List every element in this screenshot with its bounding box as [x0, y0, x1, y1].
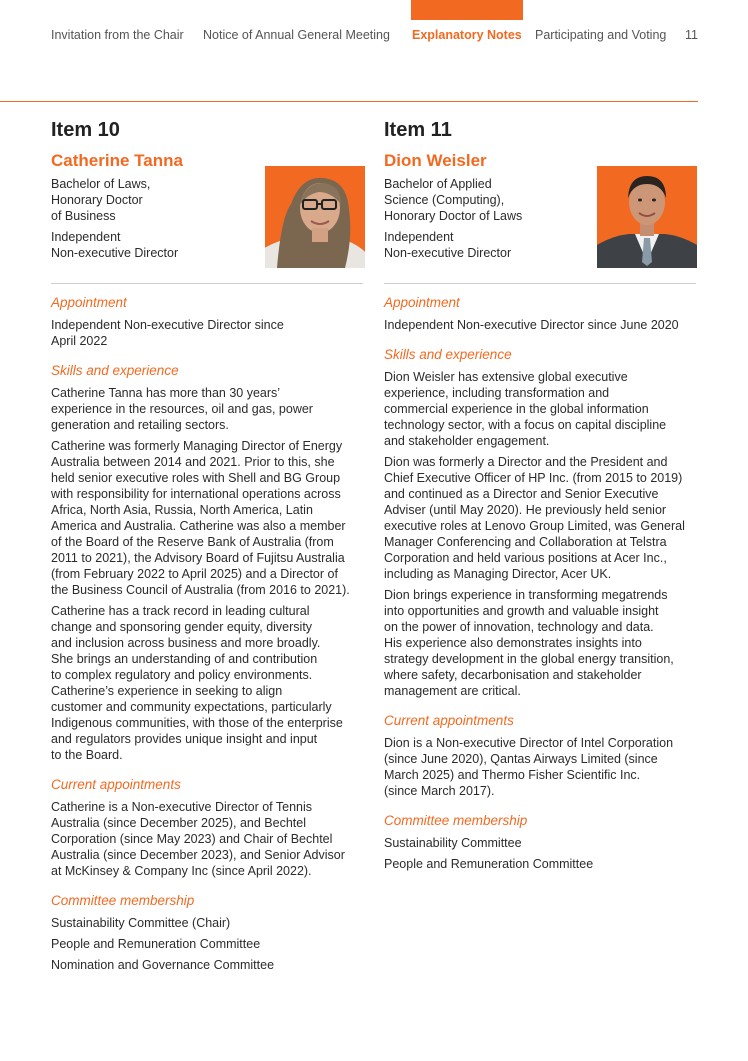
committee-item: Nomination and Governance Committee: [51, 958, 275, 972]
nav-invitation-from-chair[interactable]: Invitation from the Chair: [51, 28, 184, 42]
committee-item: Sustainability Committee: [384, 836, 522, 850]
current-appointments-section: [384, 712, 696, 799]
item-11-column: [384, 118, 696, 871]
portrait-illustration: [265, 166, 365, 268]
skills-paragraph: Catherine Tanna has more than 30 years’ experience in the resources, oil and gas, power generation and retailing sectors.: [51, 386, 313, 432]
active-tab-accent: [411, 0, 523, 20]
section-title: Appointment: [384, 295, 460, 310]
portrait-illustration: [597, 166, 697, 268]
page-number: 11: [685, 28, 698, 42]
director-role: Independent Non-executive Director: [51, 230, 179, 260]
appointment-section: [51, 294, 363, 349]
section-title: Skills and experience: [384, 347, 512, 362]
skills-section: [384, 346, 696, 699]
portrait-catherine-tanna: [265, 166, 365, 268]
nav-participating-and-voting[interactable]: Participating and Voting: [535, 28, 667, 42]
committee-section: [51, 892, 363, 973]
nav-notice-of-agm[interactable]: Notice of Annual General Meeting: [203, 28, 390, 42]
director-role: Independent Non-executive Director: [384, 230, 512, 260]
committee-item: Sustainability Committee (Chair): [51, 916, 231, 930]
committee-item: People and Remuneration Committee: [51, 937, 261, 951]
section-title: Current appointments: [51, 777, 181, 792]
appointment-section: [384, 294, 696, 333]
item-heading: Item 11: [384, 119, 452, 141]
appointment-text: Independent Non-executive Director since June 2020: [384, 318, 679, 332]
qualifications: Bachelor of Laws, Honorary Doctor of Business: [51, 177, 151, 223]
profile-divider: [384, 283, 696, 284]
profile-divider: [51, 283, 363, 284]
section-title: Current appointments: [384, 713, 514, 728]
committee-item: People and Remuneration Committee: [384, 857, 594, 871]
header-rule: [0, 101, 698, 102]
section-title: Appointment: [51, 295, 127, 310]
current-appointments-section: [51, 776, 363, 879]
committee-section: [384, 812, 696, 872]
current-appointments-text: Catherine is a Non-executive Director of Tennis Australia (since December 2025), and Bechtel Corporation (since May 2023) and Chair of Bechtel Australia (since December 2023), and Senior Advisor at McKinsey & Company Inc (since April 2022).: [51, 800, 345, 878]
skills-paragraph: Dion was formerly a Director and the President and Chief Executive Officer of HP Inc. (from 2015 to 2019) and continued as a Director and Senior Executive Adviser (until May 2020). He previously held senior executive roles at Lenovo Group Limited, was General Manager Conferencing and Collaboration at Telstra Corporation and held various positions at Acer Inc., including as Managing Director, Acer UK.: [384, 455, 685, 581]
appointment-text: Independent Non-executive Director since April 2022: [51, 318, 284, 348]
top-navigation: [0, 0, 748, 50]
profile-body: [384, 294, 696, 885]
section-title: Skills and experience: [51, 363, 179, 378]
director-name: Dion Weisler: [384, 151, 487, 170]
director-name: Catherine Tanna: [51, 151, 183, 170]
skills-paragraph: Dion Weisler has extensive global executive experience, including transformation and commercial experience in the global information technology sector, with a focus on capital discipline and stakeholder engagement.: [384, 370, 667, 448]
current-appointments-text: Dion is a Non-executive Director of Intel Corporation (since June 2020), Qantas Airways Limited (since March 2025) and Thermo Fisher Scientific Inc. (since March 2017).: [384, 736, 674, 798]
skills-paragraph: Catherine was formerly Managing Director of Energy Australia between 2014 and 2021. Prior to this, she held senior executive roles with Shell and BG Group with responsibility for international operations across Africa, North Asia, Russia, North America, Latin America and Australia. Catherine was also a member of the Board of the Reserve Bank of Australia (from 2011 to 2021), the Advisory Board of Fujitsu Australia (from February 2022 to April 2025) and a Director of the Business Council of Australia (from 2016 to 2021).: [51, 439, 350, 597]
profile-body: [51, 294, 363, 986]
section-title: Committee membership: [51, 893, 195, 908]
item-heading: Item 10: [51, 119, 120, 141]
section-title: Committee membership: [384, 813, 528, 828]
skills-paragraph: Dion brings experience in transforming megatrends into opportunities and growth and valuable insight on the power of innovation, technology and data. His experience also demonstrates insights into strategy development in the global energy transition, where safety, decarbonisation and stakeholder management are critical.: [384, 588, 674, 698]
item-10-column: [51, 118, 363, 972]
skills-section: [51, 362, 363, 763]
qualifications: Bachelor of Applied Science (Computing), Honorary Doctor of Laws: [384, 177, 523, 223]
skills-paragraph: Catherine has a track record in leading cultural change and sponsoring gender equity, diversity and inclusion across business and more broadly. She brings an understanding of and contribution to complex regulatory and policy environments. Catherine’s experience in seeking to align customer and community expectations, particularly Indigenous communities, with those of the enterprise and regulators provides unique insight and input to the Board.: [51, 604, 343, 762]
portrait-dion-weisler: [597, 166, 697, 268]
nav-explanatory-notes[interactable]: Explanatory Notes: [412, 28, 522, 42]
